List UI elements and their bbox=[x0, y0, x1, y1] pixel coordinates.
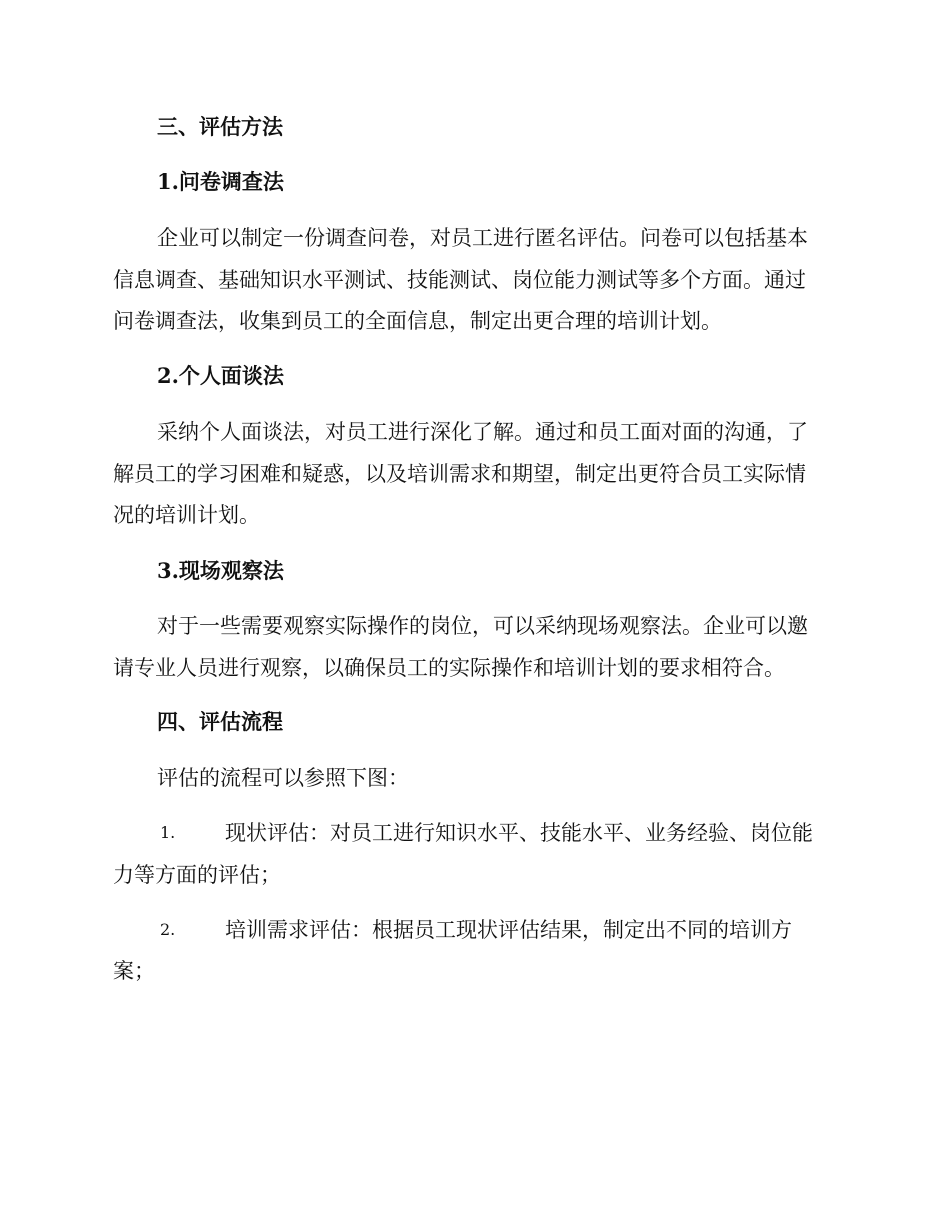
list-item-number: 2. bbox=[160, 920, 176, 939]
section-3-heading: 三、评估方法 bbox=[157, 114, 283, 139]
method-3-paragraph-line: 对于一些需要观察实际操作的岗位，可以采纳现场观察法。企业可以邀 bbox=[157, 614, 808, 638]
method-2-heading: 2.个人面谈法 bbox=[157, 363, 284, 388]
list-item-line: 培训需求评估：根据员工现状评估结果，制定出不同的培训方 bbox=[225, 918, 792, 942]
method-2-paragraph-line: 采纳个人面谈法，对员工进行深化了解。通过和员工面对面的沟通，了 bbox=[157, 420, 808, 444]
list-item-number: 1. bbox=[160, 823, 176, 842]
method-1-heading: 1.问卷调查法 bbox=[157, 169, 284, 194]
method-1-paragraph-line: 企业可以制定一份调查问卷，对员工进行匿名评估。问卷可以包括基本 bbox=[157, 226, 808, 250]
method-3-heading: 3.现场观察法 bbox=[157, 558, 284, 583]
method-2-paragraph-line: 解员工的学习困难和疑惑，以及培训需求和期望，制定出更符合员工实际情 bbox=[113, 462, 806, 486]
section-4-heading: 四、评估流程 bbox=[157, 709, 283, 734]
method-3-paragraph-line: 请专业人员进行观察，以确保员工的实际操作和培训计划的要求相符合。 bbox=[113, 656, 785, 680]
method-2-paragraph-line: 况的培训计划。 bbox=[113, 503, 260, 527]
method-1-paragraph-line: 信息调查、基础知识水平测试、技能测试、岗位能力测试等多个方面。通过 bbox=[113, 268, 806, 292]
method-1-paragraph-line: 问卷调查法，收集到员工的全面信息，制定出更合理的培训计划。 bbox=[113, 309, 722, 333]
list-item-line: 力等方面的评估； bbox=[113, 863, 281, 887]
list-item-line: 现状评估：对员工进行知识水平、技能水平、业务经验、岗位能 bbox=[225, 821, 813, 845]
section-4-intro: 评估的流程可以参照下图： bbox=[157, 766, 409, 790]
list-item-line: 案； bbox=[113, 959, 155, 983]
